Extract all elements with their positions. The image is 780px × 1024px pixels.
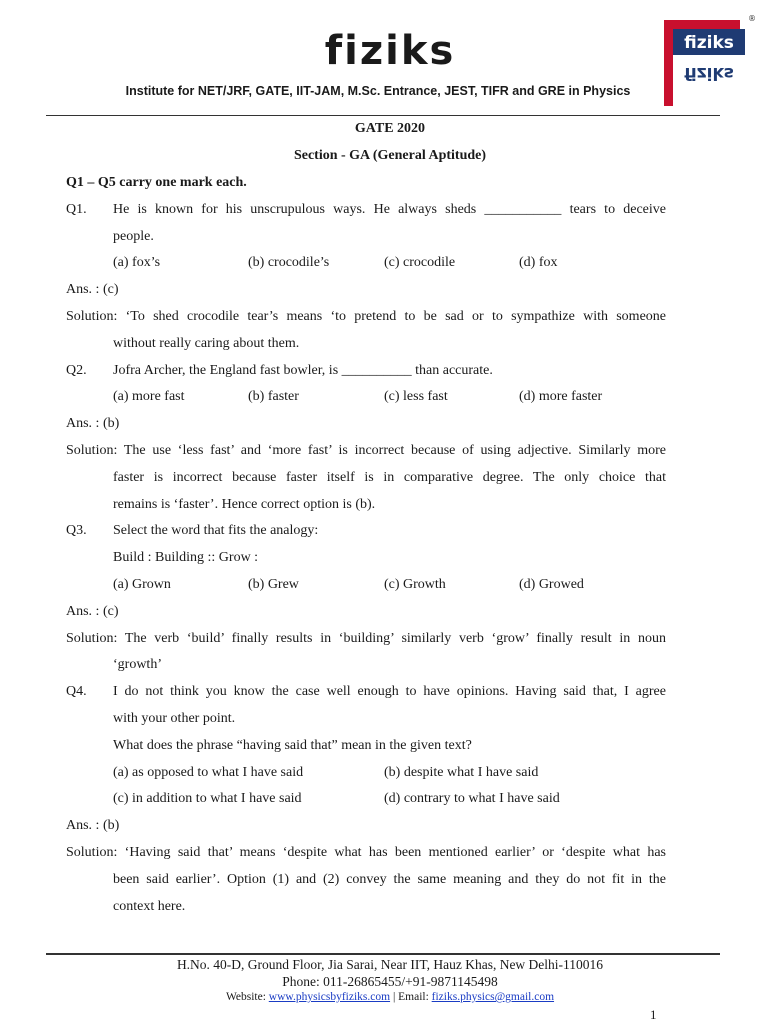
answer-line (66, 411, 666, 438)
solution-text: ‘growth’ (113, 657, 162, 673)
options-row (66, 760, 666, 787)
solution-text: been said earlier’. Option (1) and (2) convey the same meaning and they do not fit in the (113, 871, 666, 887)
option-c: (c) crocodile (384, 255, 456, 271)
registered-mark: ® (748, 14, 756, 23)
option-d: (d) Growed (519, 576, 584, 592)
option-b: (b) despite what I have said (384, 764, 539, 780)
solution-text: context here. (113, 898, 186, 914)
option-c: (c) less fast (384, 389, 448, 405)
footer-contact (0, 991, 780, 1003)
solution-text: remains is ‘faster’. Hence correct option is (b). (113, 496, 376, 512)
options-row (66, 250, 666, 277)
question-number: Q1. (66, 201, 87, 217)
answer-line (66, 599, 666, 626)
exam-title: GATE 2020 (354, 121, 426, 136)
solution-text: ‘Having said that’ means ‘despite what has been mentioned earlier’ or ‘despite what has (124, 844, 666, 860)
option-d: (d) contrary to what I have said (384, 791, 560, 807)
answer-value: (b) (102, 416, 120, 432)
solution-line (66, 304, 666, 331)
options-row (66, 786, 666, 813)
question-number: Q2. (66, 362, 87, 378)
page-number: 1 (650, 1007, 657, 1022)
website-label: Website: (225, 991, 266, 1003)
question-text: Build : Building :: Grow : (113, 550, 259, 566)
option-c: (c) Growth (384, 576, 446, 592)
website-link[interactable]: www.physicsbyfiziks.com (268, 991, 391, 1003)
option-b: (b) Grew (248, 576, 299, 592)
option-c: (c) in addition to what I have said (113, 791, 302, 807)
question-text: people. (113, 228, 154, 244)
footer-address: H.No. 40-D, Ground Floor, Jia Sarai, Near IIT, Hauz Khas, New Delhi-110016 (176, 957, 604, 972)
logo-mirror-text: fiziks (684, 63, 734, 83)
question-text: What does the phrase “having said that” mean in the given text? (113, 737, 472, 753)
answer-value: (b) (102, 818, 120, 834)
solution-text: without really caring about them. (113, 335, 300, 351)
option-a: (a) fox’s (113, 255, 161, 271)
question-text: Jofra Archer, the England fast bowler, is __________ than accurate. (113, 362, 493, 378)
question-body (66, 170, 666, 920)
brand-title: fiziks (324, 28, 456, 74)
marks-note: Q1 – Q5 carry one mark each. (66, 175, 247, 190)
fiziks-logo (662, 14, 754, 108)
option-a: (a) Grown (113, 576, 171, 592)
solution-text: ‘To shed crocodile tear’s means ‘to pretend to be sad or to sympathize with someone (125, 308, 667, 324)
question-text: I do not think you know the case well enough to have opinions. Having said that, I agree (113, 684, 666, 700)
solution-label: Solution: (66, 630, 118, 646)
solution-text: The use ‘less fast’ and ‘more fast’ is incorrect because of using adjective. Similarly more (123, 442, 666, 458)
question-text: Select the word that fits the analogy: (113, 523, 319, 539)
question-text: with your other point. (113, 710, 236, 726)
answer-label: Ans. : (66, 818, 100, 834)
solution-text: The verb ‘build’ finally results in ‘building’ similarly verb ‘grow’ finally result in noun (124, 630, 667, 646)
answer-value: (c) (102, 282, 119, 298)
solution-label: Solution: (66, 844, 118, 860)
solution-label: Solution: (66, 442, 118, 458)
option-d: (d) more faster (519, 389, 603, 405)
header-rule (46, 115, 720, 116)
answer-value: (c) (102, 603, 119, 619)
institute-tagline: Institute for NET/JRF, GATE, IIT-JAM, M.Sc. Entrance, JEST, TIFR and GRE in Physics (125, 84, 631, 98)
option-d: (d) fox (519, 255, 558, 271)
answer-label: Ans. : (66, 282, 100, 298)
answer-line (66, 813, 666, 840)
email-link[interactable]: fiziks.physics@gmail.com (431, 991, 555, 1003)
solution-label: Solution: (66, 308, 118, 324)
section-title: Section - GA (General Aptitude) (293, 148, 487, 163)
answer-label: Ans. : (66, 603, 100, 619)
question-text: He is known for his unscrupulous ways. He always sheds ___________ tears to deceive (113, 201, 666, 217)
option-a: (a) more fast (113, 389, 185, 405)
solution-text: faster is incorrect because faster itself is in comparative degree. The only choice that (113, 469, 666, 485)
options-row (66, 384, 666, 411)
footer-phone: Phone: 011-26865455/+91-9871145498 (282, 974, 498, 989)
solution-line (66, 626, 666, 653)
logo-text: fiziks (684, 33, 734, 53)
option-b: (b) crocodile’s (248, 255, 330, 271)
solution-line (66, 840, 666, 867)
option-a: (a) as opposed to what I have said (113, 764, 304, 780)
footer-rule (46, 953, 720, 955)
question-number: Q3. (66, 523, 87, 539)
options-row (66, 572, 666, 599)
answer-line (66, 277, 666, 304)
option-b: (b) faster (248, 389, 299, 405)
email-separator: | Email: (392, 991, 429, 1003)
question-number: Q4. (66, 684, 87, 700)
solution-line (66, 438, 666, 465)
answer-label: Ans. : (66, 416, 100, 432)
